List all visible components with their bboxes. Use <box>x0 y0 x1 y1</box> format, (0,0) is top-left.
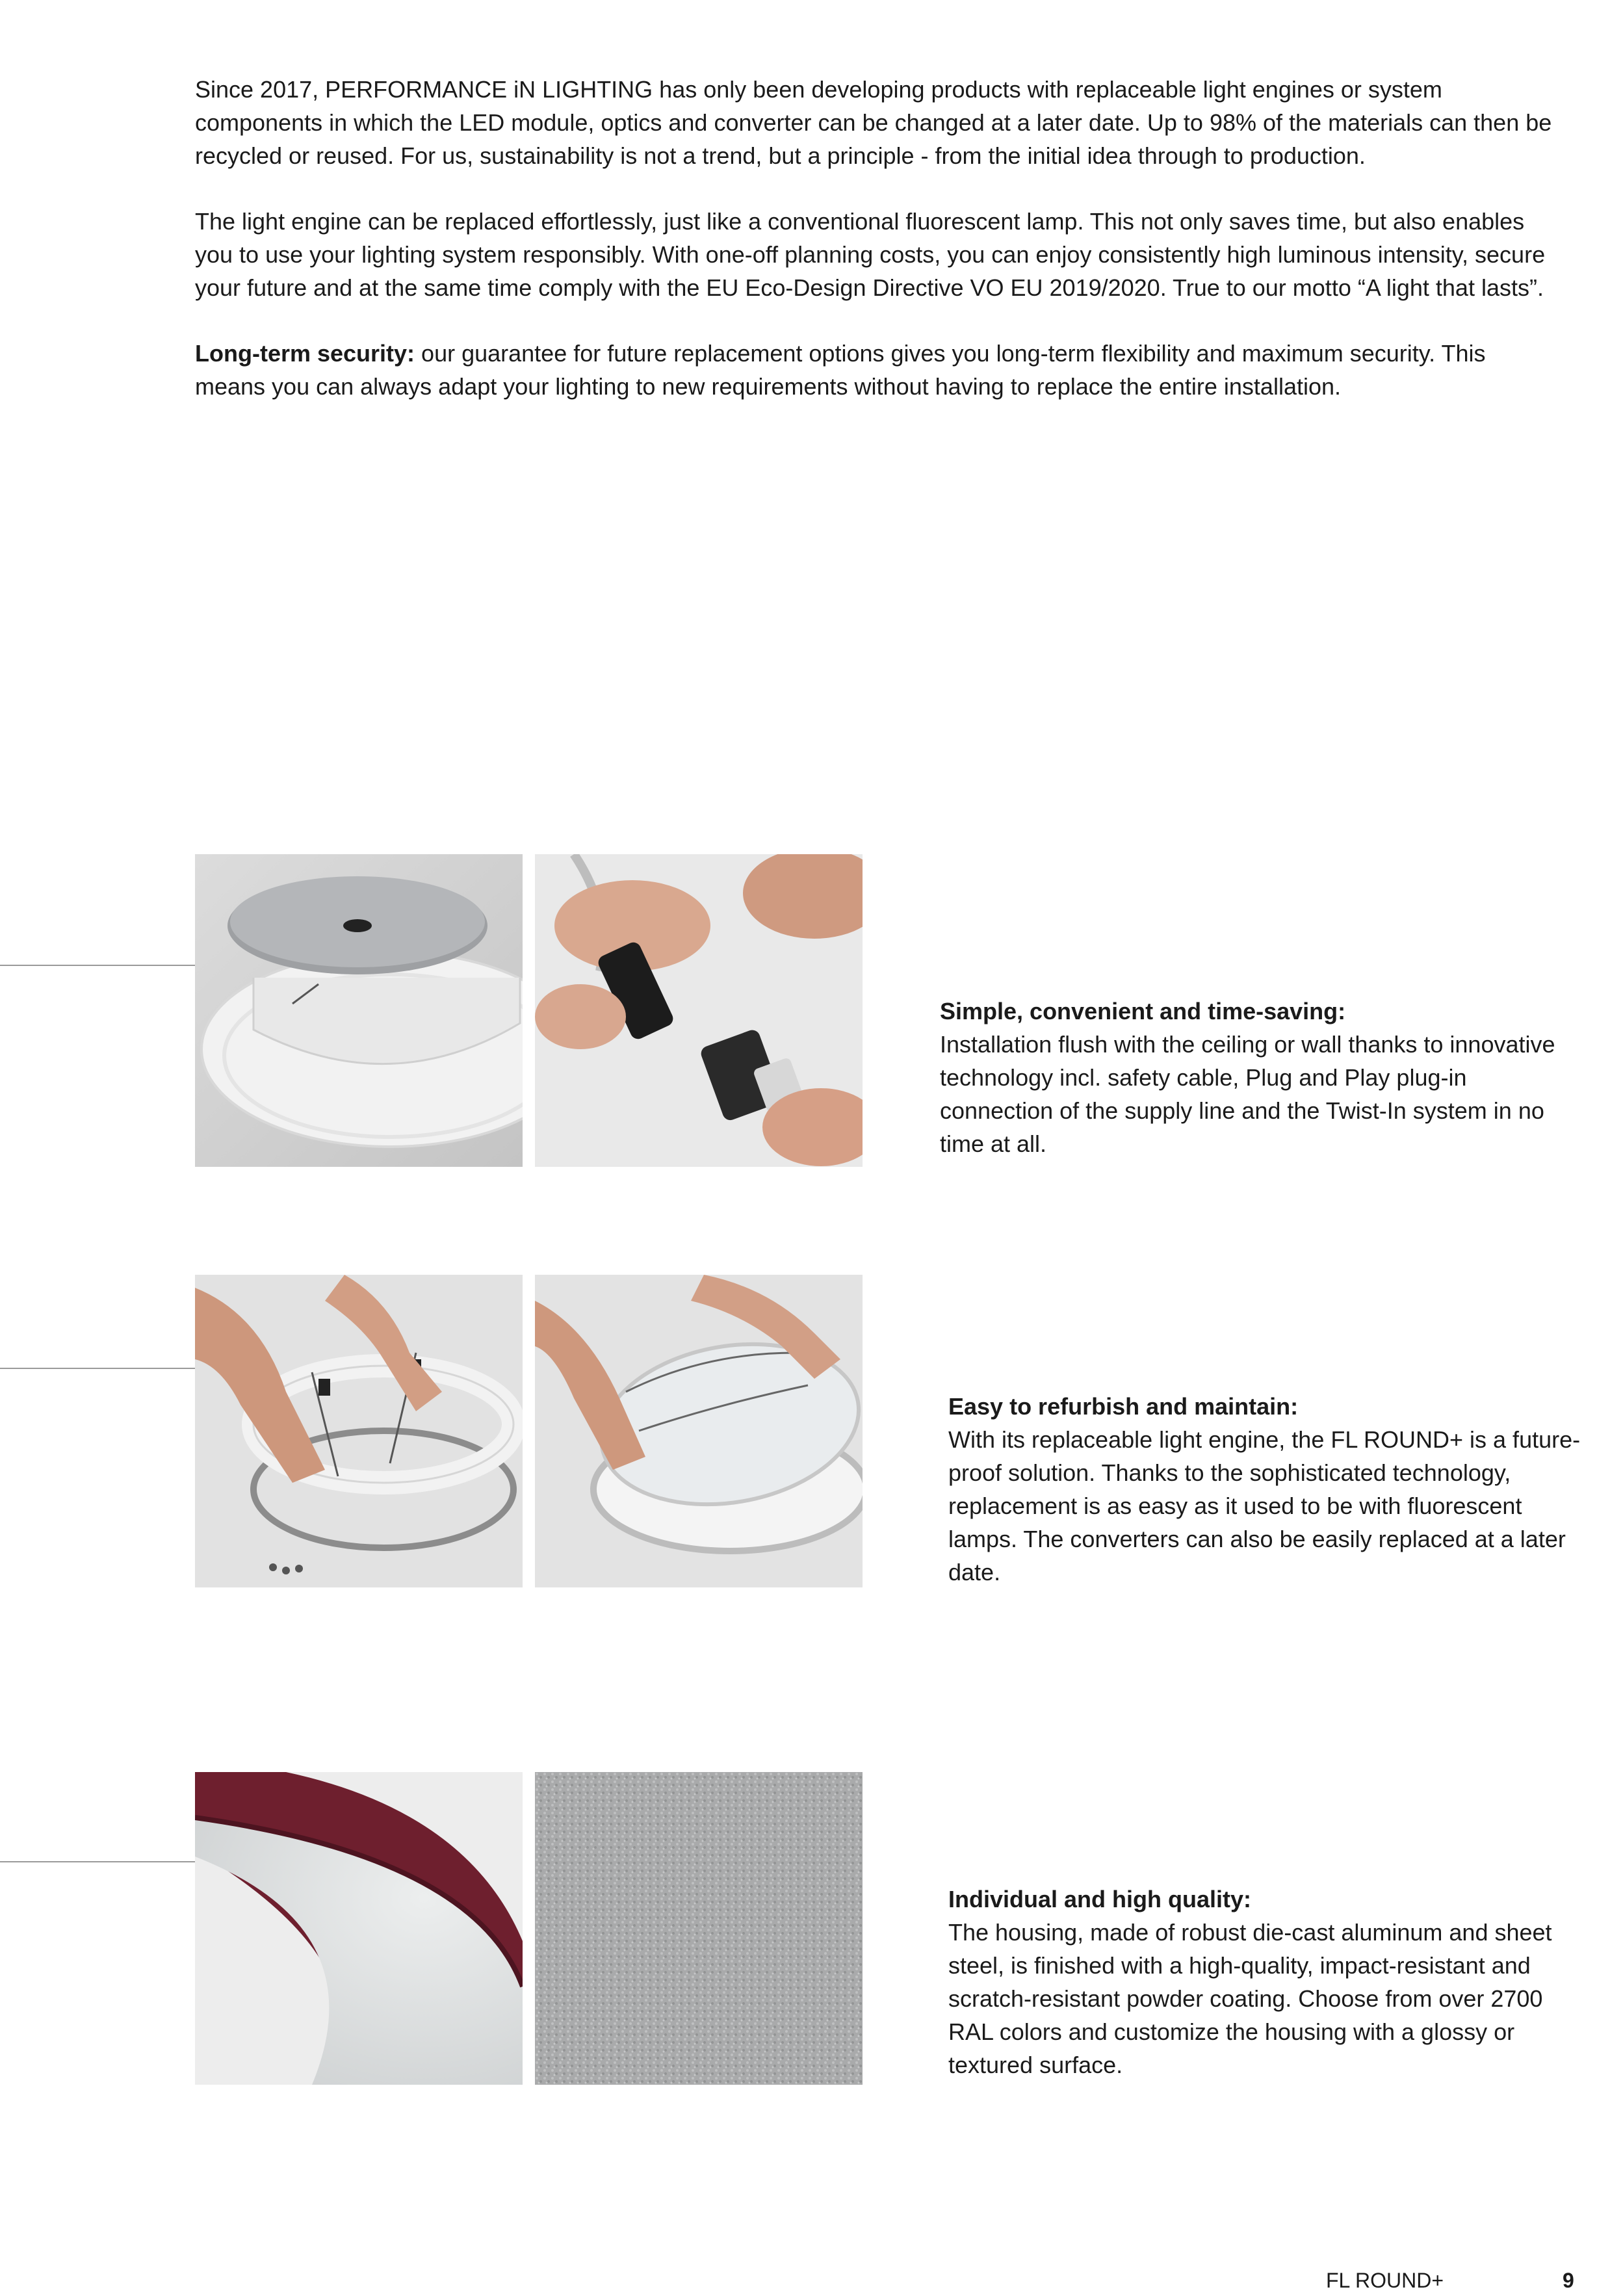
photo-red-housing <box>195 1772 523 2085</box>
feature-body: The housing, made of robust die-cast aluminum and sheet steel, is finished with a high-quality, impact-resistant and scratch-resistant powder coating. Choose from over 2700 RAL colors and customize the housing with a glossy or textured surface. <box>948 1919 1552 2078</box>
intro-paragraph-1: Since 2017, PERFORMANCE iN LIGHTING has only been developing products with replaceable light engines or system components in which the LED module, optics and converter can be changed at a later date. Up to 98% of the materials can then be recycled or reused. For us, sustainability is not a trend, but a principle - from the initial idea through to production. <box>195 76 1552 169</box>
footer-product-name: FL ROUND+ <box>1326 2269 1444 2292</box>
row-3-rule <box>0 1861 195 1862</box>
photo-frame-assembly <box>195 1275 523 1587</box>
intro-paragraph-3 <box>195 337 1560 403</box>
feature-quality <box>948 1883 1592 2081</box>
photo-texture-sample <box>535 1772 863 2085</box>
feature-installation <box>940 995 1583 1160</box>
intro-paragraph-2: The light engine can be replaced effortlessly, just like a conventional fluorescent lamp. This not only saves time, but also enables you to use your lighting system responsibly. With one-off planning costs, you can enjoy consistently high luminous intensity, secure your future and at the same time comply with the EU Eco-Design Directive VO EU 2019/2020. True to our motto “A light that lasts”. <box>195 208 1546 301</box>
row-1-rule <box>0 965 195 966</box>
page-number: 9 <box>1563 2269 1574 2292</box>
photo-diffuser-insert <box>535 1275 863 1587</box>
photo-mounting-plate <box>195 854 523 1167</box>
feature-title: Individual and high quality: <box>948 1886 1251 1912</box>
feature-title: Easy to refurbish and maintain: <box>948 1393 1299 1420</box>
long-term-security-label: Long-term security: <box>195 340 415 367</box>
feature-body: With its replaceable light engine, the FL ROUND+ is a future-proof solution. Thanks to the sophisticated technology, replacement is as easy as it used to be with fluorescent lamps. The converters can also be easily replaced at a later date. <box>948 1426 1581 1585</box>
row-2-rule <box>0 1368 195 1369</box>
feature-title: Simple, convenient and time-saving: <box>940 998 1346 1024</box>
feature-refurbish <box>948 1390 1592 1589</box>
intro-text <box>195 73 1560 436</box>
feature-body: Installation flush with the ceiling or wall thanks to innovative technology incl. safety cable, Plug and Play plug-in connection of the supply line and the Twist-In system in no time at all. <box>940 1031 1555 1157</box>
long-term-security-text: our guarantee for future replacement options gives you long-term flexibility and maximum security. This means you can always adapt your lighting to new requirements without having to replace the entire installation. <box>195 340 1486 400</box>
photo-plug-connector <box>535 854 863 1167</box>
